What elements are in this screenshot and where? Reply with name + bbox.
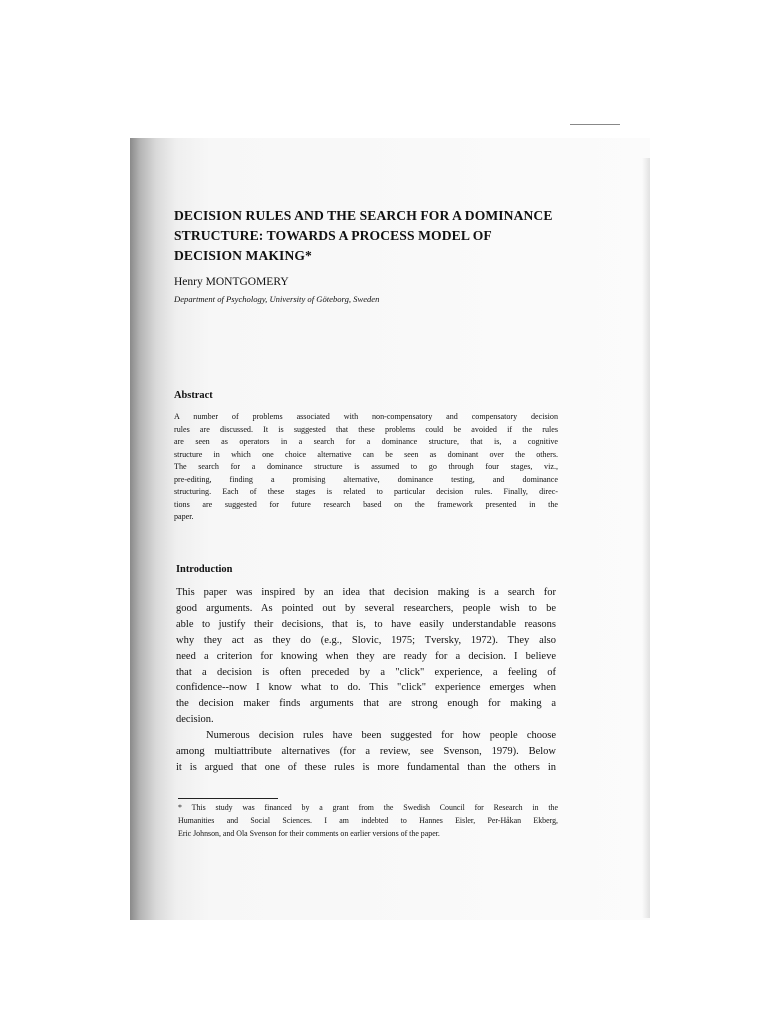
abstract-line: pre-editing, finding a promising alternative, dominance testing, and dominance [174,474,558,484]
introduction-line: able to justify their decisions, that is, to have easily understandable reasons [176,618,556,630]
introduction-line: decision. [176,714,214,726]
abstract-line: A number of problems associated with non-compensatory and compensatory decision [174,412,558,421]
introduction-line: it is argued that one of these rules is more fundamental than the others in [176,761,556,773]
title-line: DECISION RULES AND THE SEARCH FOR A DOMINANCE [174,208,553,223]
introduction-line: among multiattribute alternatives (for a review, see Svenson, 1979). Below [176,746,556,758]
paper-title [174,206,574,266]
introduction-line: the decision maker finds arguments that are strong enough for making a [176,698,556,710]
introduction-line: confidence--now I know what to do. This "click" experience emerges when [176,682,556,694]
title-line: DECISION MAKING* [174,248,312,263]
author-affiliation: Department of Psychology, University of Göteborg, Sweden [174,294,380,304]
abstract-line: rules are discussed. It is suggested that these problems could be avoided if the rules [174,424,558,434]
introduction-line: good arguments. As pointed out by several researchers, people wish to be [176,602,556,614]
introduction-line: need a criterion for knowing when they are ready for a decision. I believe [176,650,556,662]
abstract-line: structure in which one choice alternative can be seen as dominant over the others. [174,449,558,459]
footnote-line: * This study was financed by a grant from the Swedish Council for Research in the [178,803,558,812]
page-edge-line [570,124,620,125]
abstract-heading: Abstract [174,390,213,401]
introduction-body [176,585,556,776]
abstract-body [174,411,558,524]
footnote [178,801,558,840]
introduction-line: that a decision is often preceded by a "click" experience, a feeling of [176,666,556,678]
introduction-line: This paper was inspired by an idea that decision making is a search for [176,587,556,598]
introduction-heading: Introduction [176,564,233,575]
title-line: STRUCTURE: TOWARDS A PROCESS MODEL OF [174,228,492,243]
abstract-line: paper. [174,512,194,521]
author-name: Henry MONTGOMERY [174,276,289,288]
abstract-line: tions are suggested for future research based on the framework presented in the [174,499,558,509]
footnote-divider [178,798,278,799]
abstract-line: structuring. Each of these stages is related to particular decision rules. Finally, direc- [174,487,558,496]
introduction-line: Numerous decision rules have been suggested for how people choose [206,730,556,742]
abstract-line: are seen as operators in a search for a dominance structure, that is, a cognitive [174,437,558,446]
footnote-line: Humanities and Social Sciences. I am indebted to Hannes Eisler, Per-Håkan Ekberg, [178,816,558,825]
abstract-line: The search for a dominance structure is assumed to go through four stages, viz., [174,462,558,471]
footnote-line: Eric Johnson, and Ola Svenson for their comments on earlier versions of the paper. [178,829,440,838]
introduction-line: why they act as they do (e.g., Slovic, 1975; Tversky, 1972). They also [176,634,556,646]
